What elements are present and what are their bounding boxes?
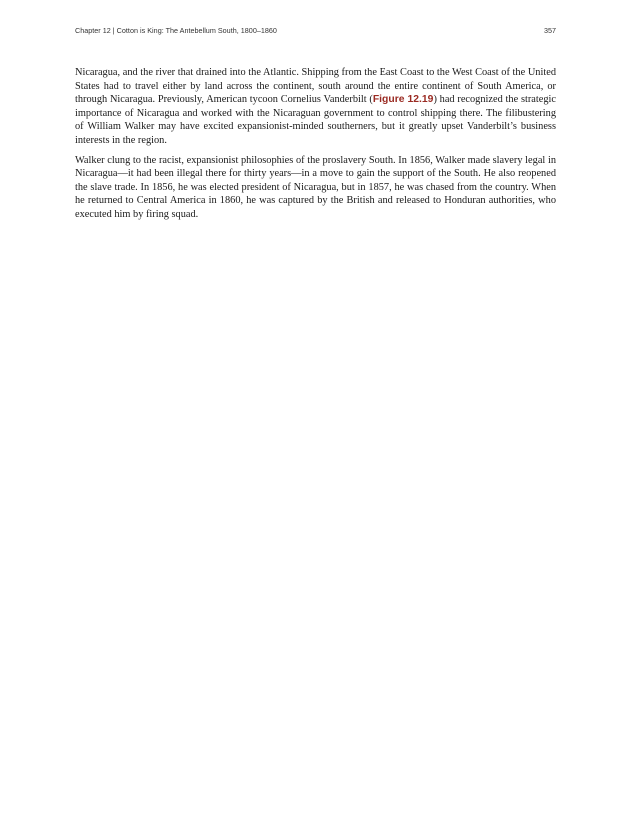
chapter-title: Chapter 12 | Cotton is King: The Antebellum South, 1800–1860	[75, 26, 277, 35]
page-number: 357	[543, 26, 556, 35]
paragraph-1-text-end: ) had recognized the strategic importance of Nicaragua and worked with the Nicaraguan government to control shipping there. The filibustering of William Walker may have excited expansionist-minded southerners, but it greatly upset Vanderbilt’s business interests in the region.	[75, 94, 557, 146]
paragraph-1-text-start: Nicaragua, and the river that drained into the Atlantic. Shipping from the East Coast to the West Coast of the United States had to travel either by land across the continent, south around the entire continent of South America, or through Nicaragua. Previously, American tycoon Cornelius Vanderbilt (	[75, 67, 556, 106]
figure-link[interactable]: Figure 12.19	[372, 94, 434, 106]
running-header	[75, 26, 556, 35]
main-content	[75, 66, 556, 228]
paragraph-1	[75, 66, 556, 148]
paragraph-2: Walker clung to the racist, expansionist philosophies of the proslavery South. In 1856, Walker made slavery legal in Nicaragua—it had been illegal there for thirty years—in a move to gain the support of the South. He also reopened the slave trade. In 1856, he was elected president of Nicaragua, but in 1857, he was chased from the country. When he returned to Central America in 1860, he was captured by the British and released to Honduran authorities, who executed him by firing squad.	[75, 154, 556, 220]
